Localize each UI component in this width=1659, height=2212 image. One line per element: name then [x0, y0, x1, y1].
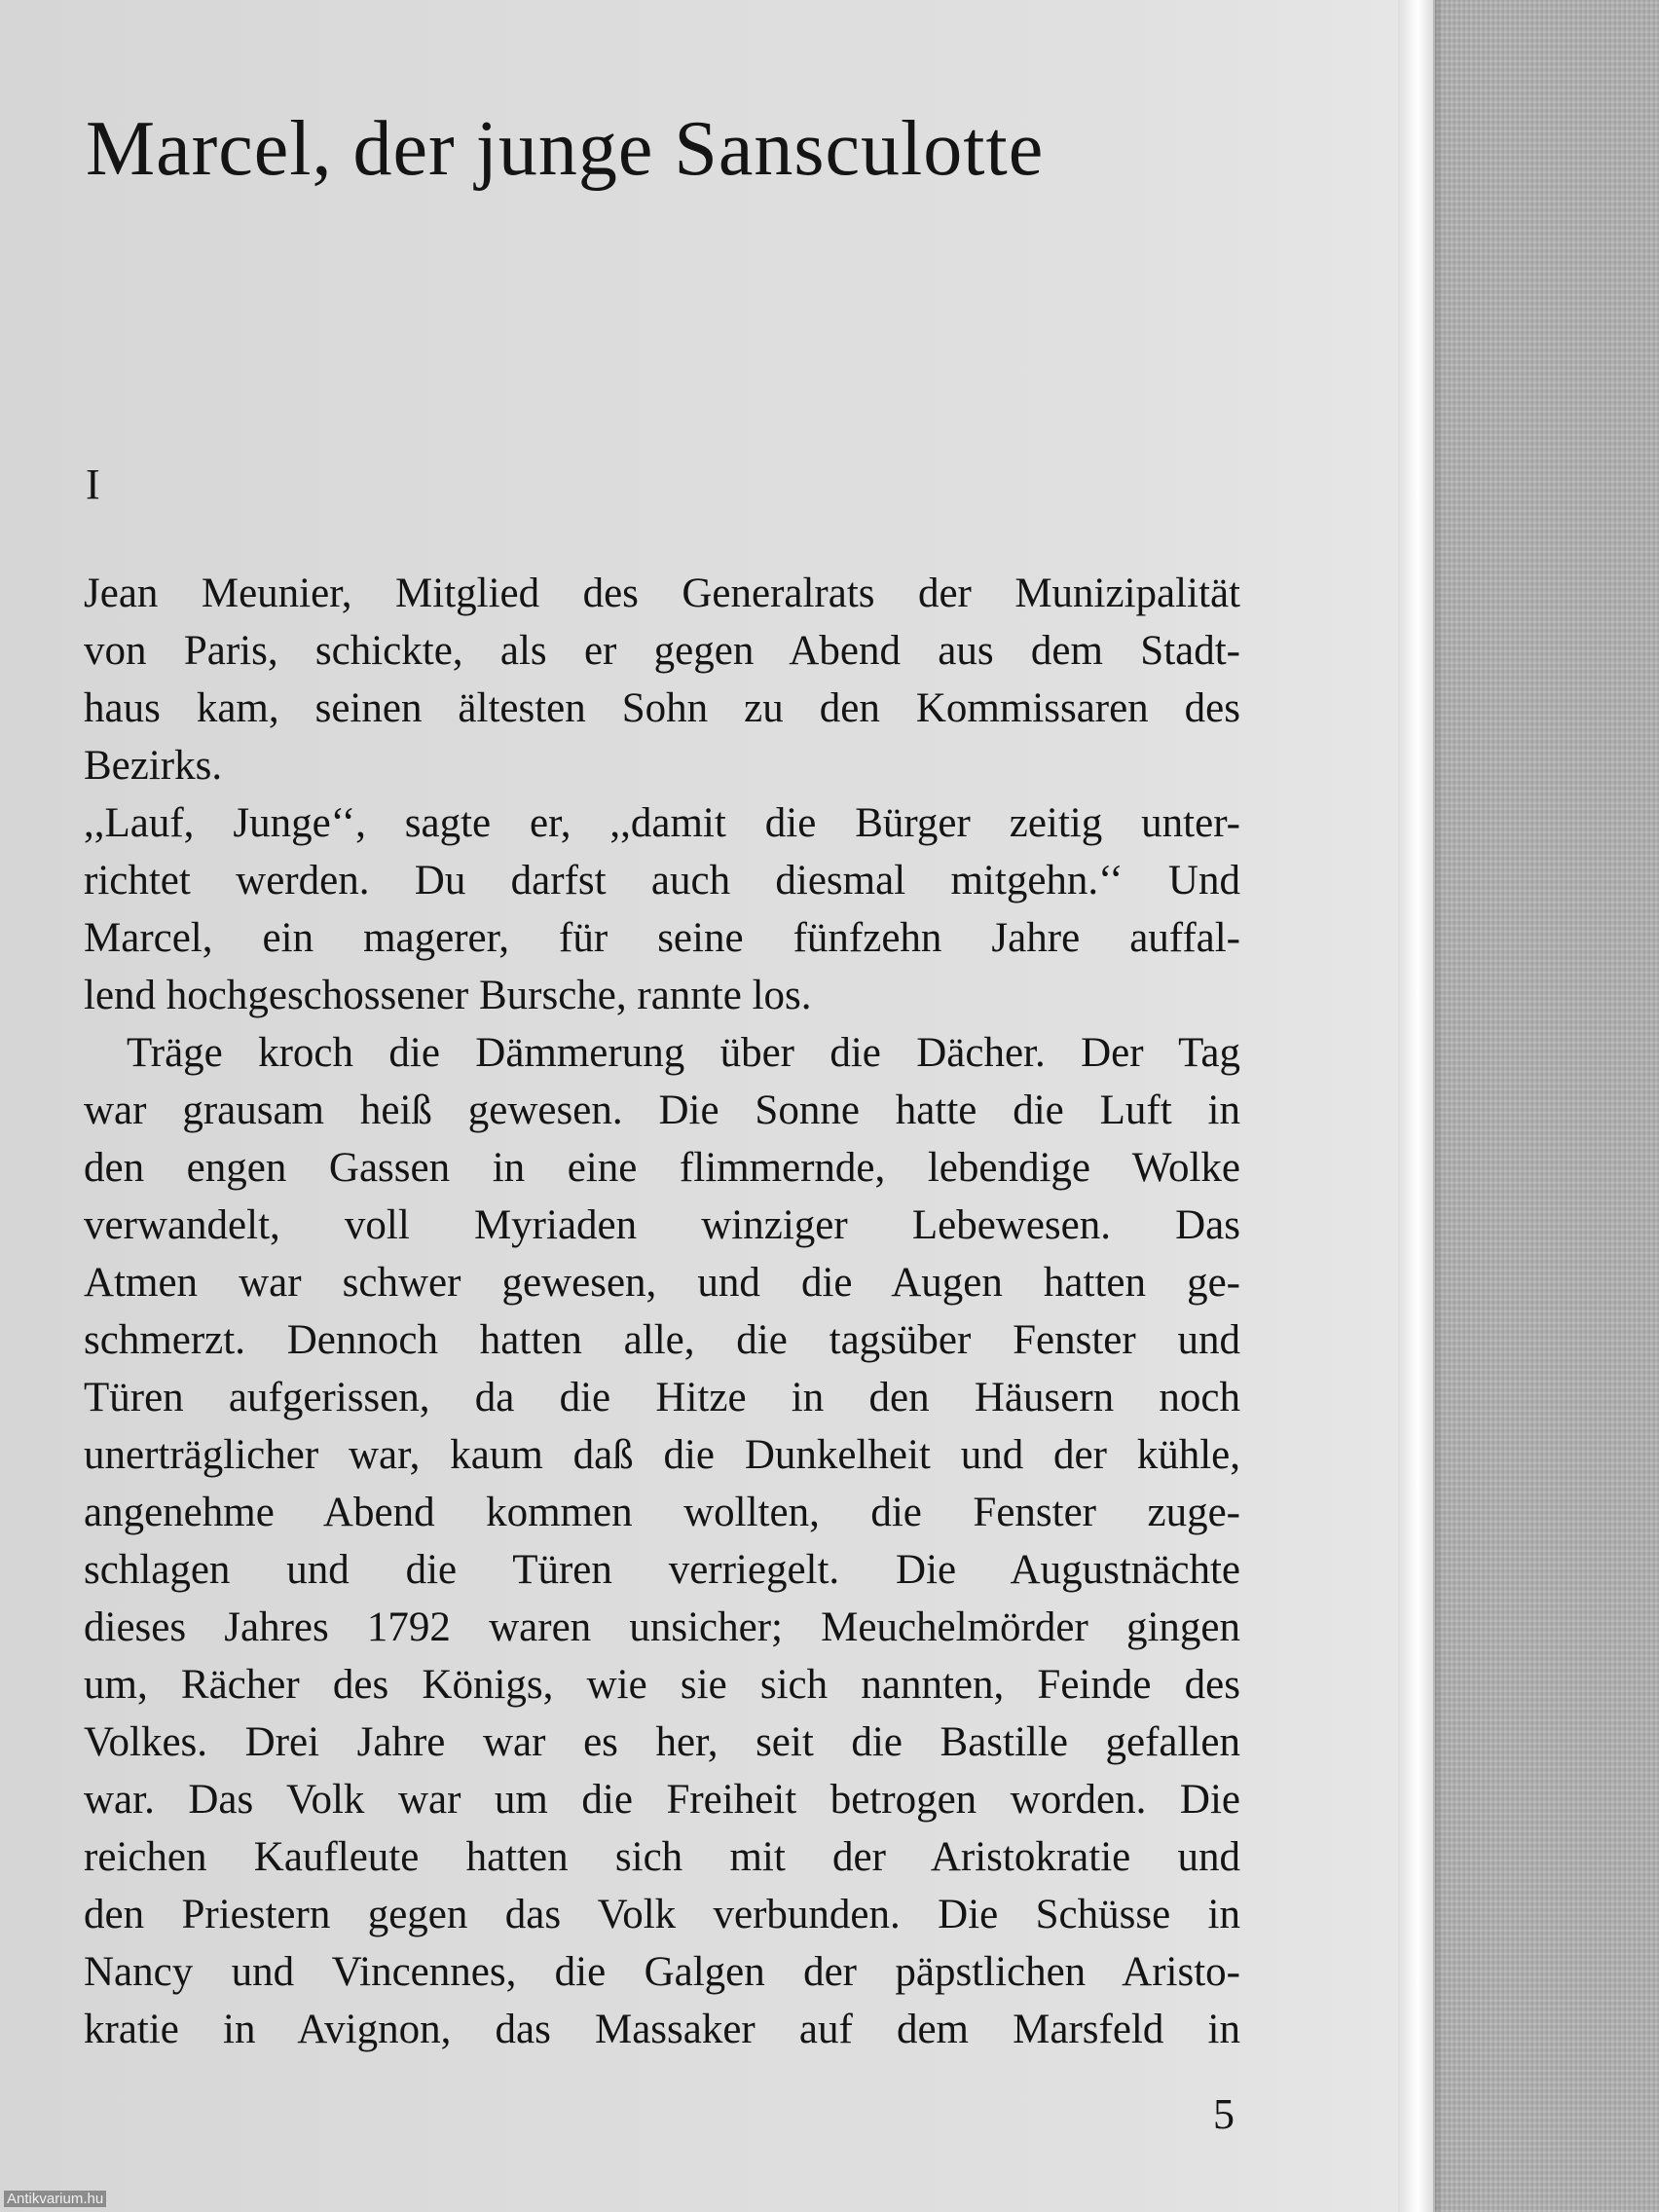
- text-line: unerträglicher war, kaum daß die Dunkelheit und der kühle,: [84, 1432, 1240, 1478]
- page-number: 5: [1213, 2090, 1235, 2138]
- text-line: Atmen war schwer gewesen, und die Augen hatten ge-: [84, 1260, 1240, 1306]
- text-line: richtet werden. Du darfst auch diesmal mitgehn.‘‘ Und: [84, 858, 1240, 903]
- watermark: Antikvarium.hu: [4, 2191, 106, 2207]
- body-text: [84, 565, 1240, 2058]
- text-line: um, Rächer des Königs, wie sie sich nannten, Feinde des: [84, 1662, 1240, 1708]
- text-line: Volkes. Drei Jahre war es her, seit die Bastille gefallen: [84, 1719, 1240, 1765]
- text-line: reichen Kaufleute hatten sich mit der Aristokratie und: [84, 1834, 1240, 1880]
- cover-shadow: [1433, 0, 1443, 2212]
- chapter-number: I: [86, 461, 100, 508]
- text-line: Marcel, ein magerer, für seine fünfzehn Jahre auffal-: [84, 915, 1240, 961]
- text-line: von Paris, schickte, als er gegen Abend aus dem Stadt-: [84, 628, 1240, 674]
- text-line: schmerzt. Dennoch hatten alle, die tagsüber Fenster und: [84, 1317, 1240, 1363]
- text-line: kratie in Avignon, das Massaker auf dem Marsfeld in: [84, 2007, 1240, 2052]
- text-line: den engen Gassen in eine flimmernde, lebendige Wolke: [84, 1145, 1240, 1191]
- text-line: ,,Lauf, Junge‘‘, sagte er, ,,damit die Bürger zeitig unter-: [84, 800, 1240, 846]
- chapter-title: Marcel, der junge Sansculotte: [86, 106, 1045, 192]
- text-line: Bezirks.: [84, 743, 223, 789]
- text-line: schlagen und die Türen verriegelt. Die Augustnächte: [84, 1547, 1240, 1593]
- text-line: verwandelt, voll Myriaden winziger Lebewesen. Das: [84, 1202, 1240, 1248]
- book-cover-edge: [1394, 0, 1435, 2212]
- text-line: haus kam, seinen ältesten Sohn zu den Kommissaren des: [84, 685, 1240, 731]
- text-line: dieses Jahres 1792 waren unsicher; Meuchelmörder gingen: [84, 1604, 1240, 1650]
- text-line: war grausam heiß gewesen. Die Sonne hatte die Luft in: [84, 1088, 1240, 1133]
- text-line: lend hochgeschossener Bursche, rannte los.: [84, 973, 812, 1018]
- text-line: Jean Meunier, Mitglied des Generalrats der Munizipalität: [84, 571, 1240, 616]
- text-line: war. Das Volk war um die Freiheit betrogen worden. Die: [84, 1777, 1240, 1823]
- text-line: Träge kroch die Dämmerung über die Dächer. Der Tag: [127, 1030, 1240, 1076]
- text-line: Nancy und Vincennes, die Galgen der päpstlichen Aristo-: [84, 1949, 1240, 1995]
- text-line: den Priestern gegen das Volk verbunden. Die Schüsse in: [84, 1892, 1240, 1937]
- text-line: angenehme Abend kommen wollten, die Fenster zuge-: [84, 1490, 1240, 1535]
- text-line: Türen aufgerissen, da die Hitze in den Häusern noch: [84, 1375, 1240, 1420]
